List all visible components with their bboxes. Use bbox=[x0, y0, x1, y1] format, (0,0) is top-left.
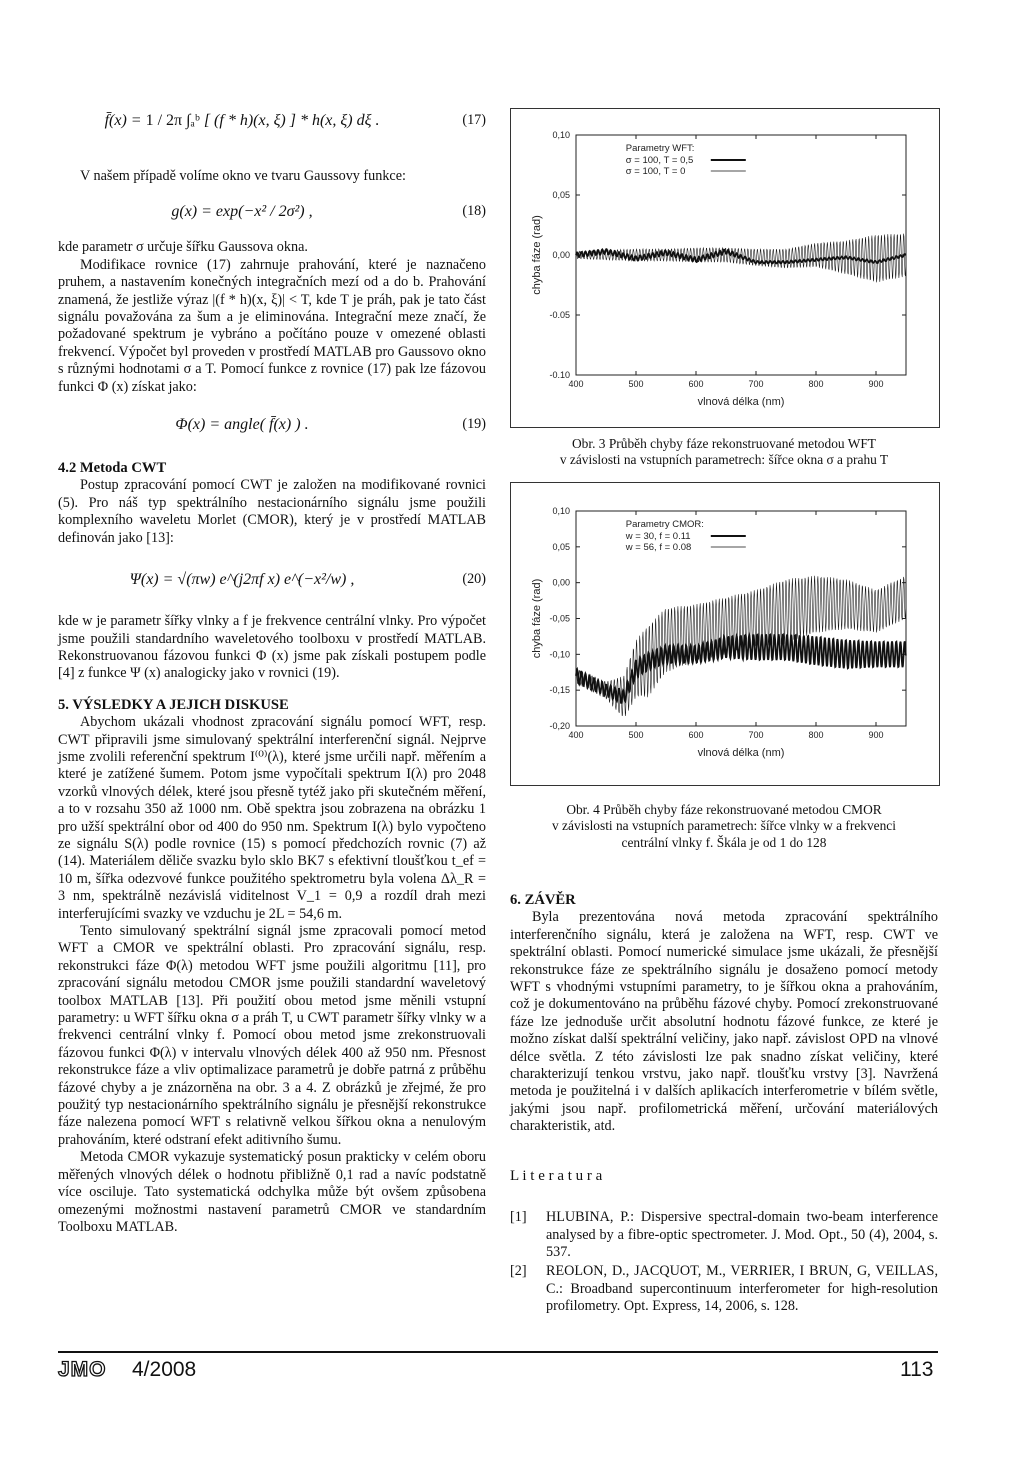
y-tick-label: -0.05 bbox=[549, 310, 570, 320]
y-axis-label: chyba fáze (rad) bbox=[531, 215, 543, 295]
y-tick-label: -0,10 bbox=[549, 649, 570, 660]
x-axis-label: vlnová délka (nm) bbox=[697, 747, 785, 759]
figure-3-caption-line-1: Obr. 3 Průběh chyby fáze rekonstruované metodou WFT bbox=[572, 436, 876, 451]
equation-19-number: (19) bbox=[462, 416, 486, 433]
left-column bbox=[58, 100, 486, 1236]
equation-20 bbox=[58, 557, 486, 607]
equation-19-text: Φ(x) = angle( f̄(x) ) . bbox=[175, 416, 309, 434]
footer-page-number: 113 bbox=[900, 1358, 934, 1381]
right-column bbox=[510, 892, 938, 1316]
reference-2-number: [2] bbox=[510, 1263, 527, 1280]
equation-18-number: (18) bbox=[462, 203, 486, 220]
figure-4-caption-line-3: centrální vlnky f. Škála je od 1 do 128 bbox=[621, 834, 827, 850]
figure-3-frame bbox=[510, 108, 940, 428]
y-axis-label: chyba fáze (rad) bbox=[531, 578, 543, 659]
x-tick-label: 800 bbox=[808, 730, 824, 740]
reference-1-text: HLUBINA, P.: Dispersive spectral-domain two-beam interference analysed by a fibre-optic spectrometer. J. Mod. Opt., 50 (4), 2004, s. 537. bbox=[546, 1209, 938, 1260]
paragraph-modification: Modifikace rovnice (17) zahrnuje prahování, které je naznačeno pruhem, a nastavením konečných integračních mezí od a do b. Prahování znamená, že jestliže výraz |(f * h)(x, ξ)| < T, kde T je práh, pak je tato část signálu považována za šum a je eliminována. Integrační meze značí, že požadované spektrum je vybráno a počítáno pouze v omezené oblasti frekvencí. Výpočet byl proveden v prostředí MATLAB pro Gaussovo okno s různými hodnotami σ a T. Pomocí funkce z rovnice (17) pak lze fázovou funkci Φ (x) získat jako: bbox=[58, 256, 486, 395]
reference-2-text: REOLON, D., JACQUOT, M., VERRIER, I BRUN, G, VEILLAS, C.: Broadband supercontinuum interferometer for high-resolution profilometry. Opt. Express, 14, 2006, s. 128. bbox=[546, 1263, 938, 1315]
x-tick-label: 600 bbox=[688, 379, 704, 389]
reference-2 bbox=[510, 1263, 938, 1315]
equation-17-integral: ∫ₐᵇ bbox=[186, 112, 200, 129]
x-tick-label: 600 bbox=[688, 730, 704, 740]
legend-title: Parametry WFT: bbox=[625, 143, 695, 154]
y-tick-label: -0,15 bbox=[549, 685, 570, 696]
x-tick-label: 400 bbox=[568, 379, 584, 389]
footer-logo: JMO bbox=[58, 1358, 107, 1381]
y-tick-label: 0,10 bbox=[552, 506, 570, 516]
y-tick-label: 0,05 bbox=[552, 541, 570, 552]
literature-heading: L i t e r a t u r a bbox=[510, 1167, 603, 1184]
x-tick-label: 800 bbox=[808, 379, 824, 389]
y-tick-label: -0,05 bbox=[549, 613, 570, 624]
legend-entry-2: σ = 100, T = 0 bbox=[625, 166, 686, 177]
legend-entry-2: w = 56, f = 0.08 bbox=[625, 542, 692, 553]
equation-17-body bbox=[58, 100, 486, 129]
equation-17-lhs: f̄(x) = bbox=[104, 112, 146, 129]
section-heading-5: 5. VÝSLEDKY A JEJICH DISKUSE bbox=[58, 696, 289, 713]
paragraph-results-2: Tento simulovaný spektrální signál jsme zpracovali pomocí metod WFT a CMOR ve spektrální oblasti. Pro zpracování signálu, resp. rekonstrukci fáze Φ(λ) metodou WFT jsme použili algoritmu [11], pro zpracování signálu metodou CMOR jsme použili standardní waveletový toolbox MATLAB [13]. Při použití obou metod jsme měnili vstupní parametry: u WFT šířku okna σ a práh T, u CWT parametr šířky vlnky w a frekvenci centrální vlnky f. Pomocí obou metod jsme zrekonstruovali fázovou funkci Φ(λ) v intervalu vlnových délek 400 až 950 nm. Přesnost rekonstrukce fáze a vliv optimalizace parametrů je dobře patrná z průběhu fázové chyby a je znázorněna na obr. 3 a 4. Z obrázků je zřejmé, že pro použitý typ nestacionárního spektrálního signálu je přesnější rekonstrukce fáze nalezena pomocí WFT s relativně velkou šířkou okna a nenulovým prahováním, které odstraní efekt aditivního šumu. bbox=[58, 923, 486, 1148]
figure-3-caption-line-2: v závislosti na vstupních parametrech: šířce okna σ a prahu T bbox=[559, 452, 889, 468]
equation-20-number: (20) bbox=[462, 571, 486, 588]
paragraph-w: kde w je parametr šířky vlnky a f je frekvence centrální vlnky. Pro výpočet jsme použili standardního waveletového toolboxu v prostředí MATLAB. Rekonstruovanou fázovou funkci Φ (x) jsme pak získali postupem podle [4] z funkce Ψ (x) analogicky jako v rovnici (19). bbox=[58, 613, 486, 682]
x-tick-label: 500 bbox=[628, 730, 644, 740]
x-tick-label: 900 bbox=[868, 730, 884, 740]
figure-4-frame bbox=[510, 482, 940, 786]
equation-17 bbox=[58, 100, 486, 162]
legend-title: Parametry CMOR: bbox=[625, 519, 704, 530]
paragraph-results-3: Metoda CMOR vykazuje systematický posun prakticky v celém oboru měřených vlnových délek o hodnotu přibližně 0,1 rad a navíc podstatně více osciluje. Tato systematická odchylka může být ovšem způsobena omezenými možnostmi nastavení parametrů CMOR ve standardním Toolboxu MATLAB. bbox=[58, 1149, 486, 1235]
paragraph-conclusion: Byla prezentována nová metoda zpracování spektrálního interferenčního signálu, která je založena na WFT, resp. CWT ve spektrální oblasti. Pomocí numerické simulace jsme ukázali, že přesnější rekonstrukce fáze ze spektrálního signálu je dosaženo pomocí metody WFT s vhodnými vstupními parametry, to je šířkou okna a prahováním, což je dokumentováno na průběhu fázové chyby. Pomocí zrekonstruované fáze lze jednoduše určit absolutní hodnotu fázové funkce, ze které je možno získat další spektrální veličiny, jako např. závislost OPD na vlnové délce světla. Z této závislosti lze pak snadno získat veličiny, které charakterizují tenkou vrstvu, jako např. tloušťku vrstvy [3]. Navržená metoda je použitelná i v dalších aplikacích interferometrie v bílém světle, jakými jsou např. profilometrická měření, určování materiálových charakteristik, atd. bbox=[510, 909, 938, 1135]
section-heading-6: 6. ZÁVĚR bbox=[510, 892, 576, 908]
reference-1 bbox=[510, 1209, 938, 1261]
section-heading-4-2: 4.2 Metoda CWT bbox=[58, 460, 167, 477]
x-tick-label: 700 bbox=[748, 730, 764, 740]
reference-1-number: [1] bbox=[510, 1209, 527, 1226]
paragraph-sigma: kde parametr σ určuje šířku Gaussova okna. bbox=[58, 239, 308, 256]
y-tick-label: 0,10 bbox=[552, 130, 570, 140]
figure-3-caption bbox=[510, 436, 938, 469]
paragraph-gauss: V našem případě volíme okno ve tvaru Gaussovy funkce: bbox=[80, 168, 406, 184]
equation-18 bbox=[58, 195, 486, 233]
equation-18-text: g(x) = exp(−x² / 2σ²) , bbox=[171, 203, 313, 221]
equation-17-integrand: [ (f * h)(x, ξ) ] * h(x, ξ) dξ . bbox=[203, 112, 380, 129]
x-axis-label: vlnová délka (nm) bbox=[697, 396, 785, 408]
y-tick-label: -0.10 bbox=[549, 370, 570, 380]
legend-entry-1: σ = 100, T = 0,5 bbox=[625, 155, 694, 166]
x-tick-label: 500 bbox=[628, 379, 644, 389]
legend-entry-1: w = 30, f = 0.11 bbox=[625, 531, 691, 542]
y-tick-label: 0,00 bbox=[552, 250, 570, 260]
paragraph-results-1: Abychom ukázali vhodnost zpracování signálu pomocí WFT, resp. CWT připravili jsme simulovaný spektrální interferenční signál. Nejprve jsme zvolili referenční spektrum I⁽⁰⁾(λ), které jsme určili např. měřením a které je zatížené šumem. Potom jsme vypočítali spektrum I(λ) pro 2048 vzorků vlnových délek, které jsou přesně tytéž jako při skutečném měření, a to v rozsahu 350 až 1000 nm. Obě spektra jsou zobrazena na obrázku 1 pro užší spektrální obor od 400 do 950 nm. Spektrum I(λ) bylo vypočteno ze signálu S(λ) podle rovnice (15) s pomocí předchozích rovnic (7) až (14). Materiálem děliče svazku bylo sklo BK7 s efektivní tloušťkou t_ef = 10 m, šířka odezvové funkce použitého spektrometru byla volena Δλ_R = 3 nm, spektrálně nezávislá viditelnost V_1 = 0,9 a rozdíl drah mezi interferujícími svazky ve vzduchu je 2L = 54,6 m. bbox=[58, 714, 486, 922]
equation-19 bbox=[58, 406, 486, 450]
equation-20-text: Ψ(x) = √(πw) e^(j2πf x) e^(−x²/w) , bbox=[129, 571, 355, 589]
paragraph-cwt: Postup zpracování pomocí CWT je založen na modifikované rovnici (5). Pro náš typ spektrálního nestacionárního signálu jsme použili komplexního waveletu Morlet (CMOR), který je v prostředí MATLAB definován jako [13]: bbox=[58, 477, 486, 546]
x-tick-label: 400 bbox=[568, 730, 584, 740]
equation-17-number: (17) bbox=[462, 112, 486, 128]
y-tick-label: -0,20 bbox=[549, 721, 570, 731]
x-tick-label: 900 bbox=[868, 379, 884, 389]
figure-3-chart bbox=[511, 109, 939, 427]
figure-4-chart bbox=[511, 483, 939, 785]
x-tick-label: 700 bbox=[748, 379, 764, 389]
footer-issue: 4/2008 bbox=[132, 1358, 197, 1381]
figure-4-caption-line-2: v závislosti na vstupních parametrech: šířce vlnky w a frekvenci bbox=[552, 818, 896, 834]
figure-4-caption-line-1: Obr. 4 Průběh chyby fáze rekonstruované metodou CMOR bbox=[566, 802, 882, 817]
series-line-1 bbox=[576, 634, 906, 703]
y-tick-label: 0,00 bbox=[552, 577, 570, 588]
equation-17-fraction: 1 / 2π bbox=[145, 112, 183, 129]
y-tick-label: 0,05 bbox=[552, 190, 570, 200]
figure-4-caption bbox=[510, 802, 938, 851]
footer-rule bbox=[58, 1351, 938, 1353]
